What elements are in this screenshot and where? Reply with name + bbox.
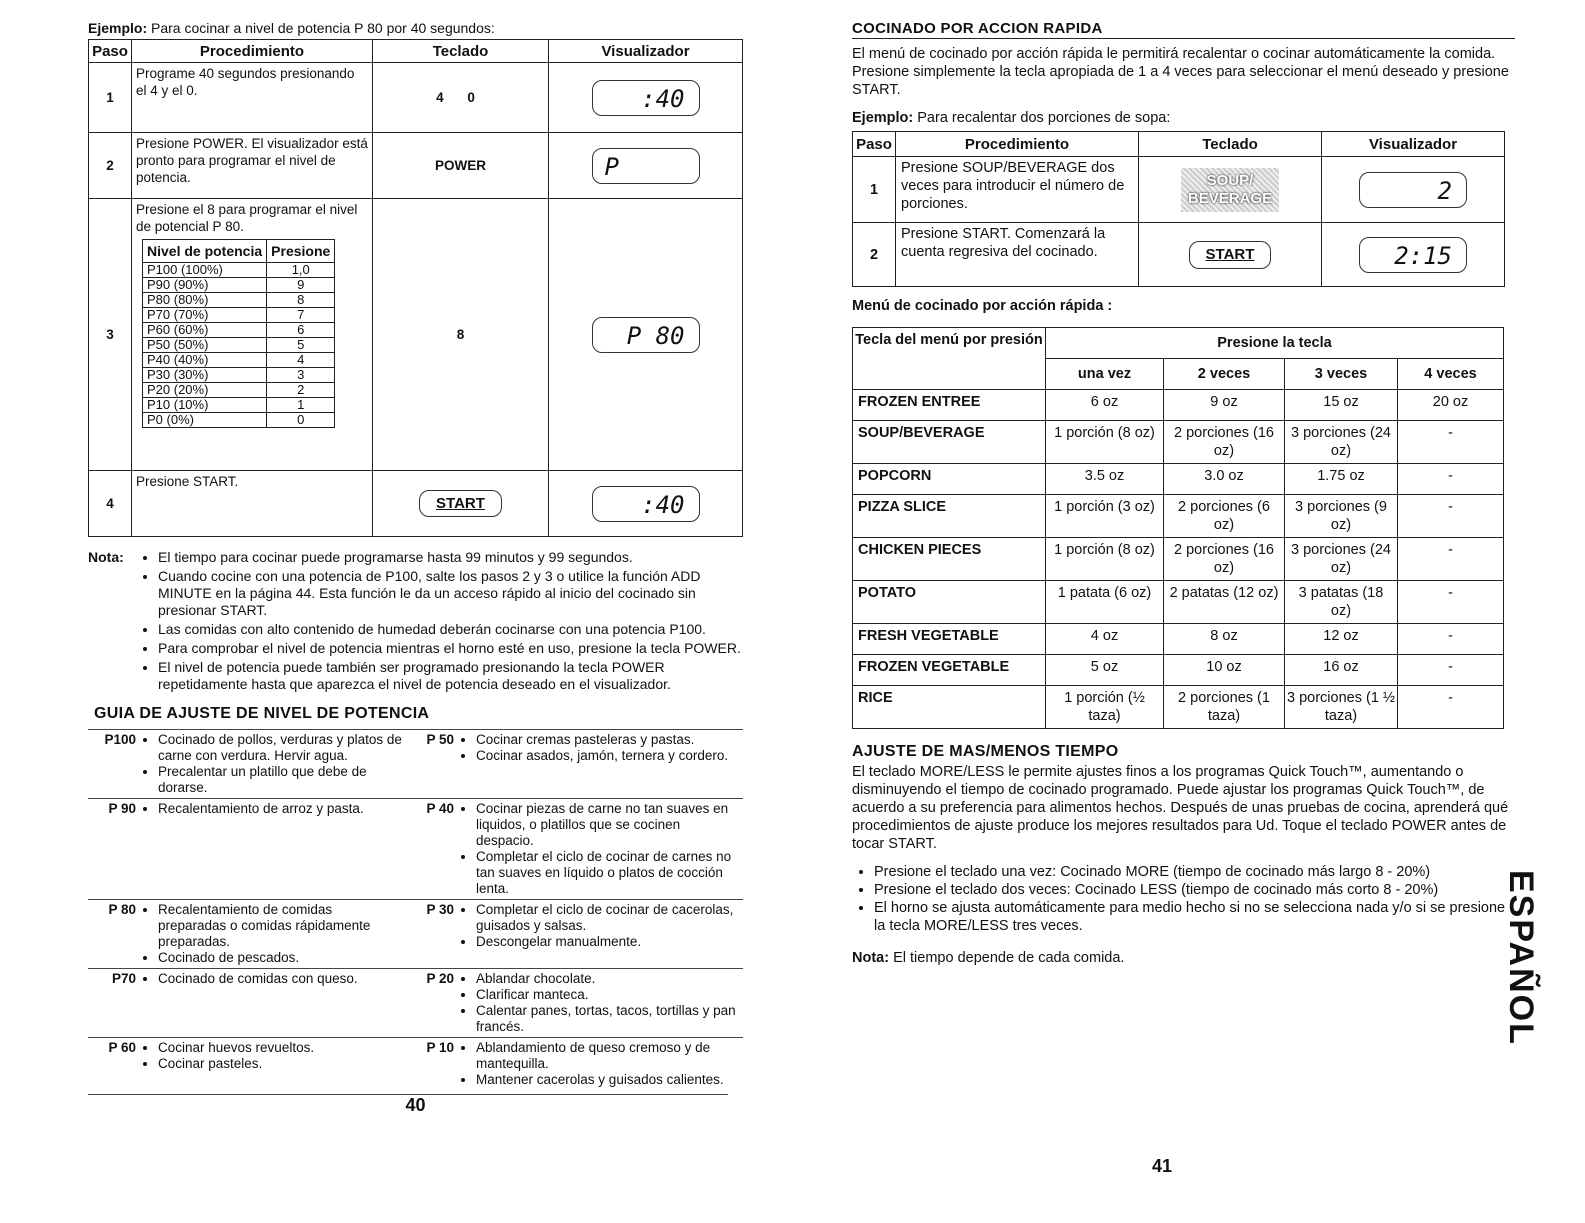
menu-cell: 20 oz: [1398, 390, 1504, 421]
power-level: P60 (60%): [143, 323, 267, 338]
menu-cell: 3 porciones (24 oz): [1285, 538, 1398, 581]
step-number: 1: [853, 157, 896, 223]
example-label: Ejemplo:: [852, 110, 914, 126]
menu-cell: -: [1398, 624, 1504, 655]
menu-cell: 3 patatas (18 oz): [1285, 581, 1398, 624]
step-procedure: Presione SOUP/BEVERAGE dos veces para introducir el número de porciones.: [896, 157, 1139, 223]
table-row: [853, 390, 1504, 421]
table-header-row: [89, 40, 743, 63]
table-row: [853, 464, 1504, 495]
keypad-digit: 8: [373, 199, 549, 471]
menu-cell: 2 porciones (16 oz): [1164, 421, 1285, 464]
press-value: 6: [267, 323, 335, 338]
press-value: 9: [267, 278, 335, 293]
table-row: [143, 308, 335, 323]
power-level: P100 (100%): [143, 263, 267, 278]
power-level: P90 (90%): [143, 278, 267, 293]
table-row: [143, 353, 335, 368]
lcd-display: 2: [1359, 172, 1467, 208]
table-row: [89, 471, 743, 537]
left-page: [88, 0, 743, 1116]
power-steps-table: [88, 39, 743, 537]
guide-cell: [142, 799, 406, 900]
power-level: P70 (70%): [143, 308, 267, 323]
col-header: Teclado: [1139, 132, 1322, 157]
guide-item: • Cocinar piezas de carne no tan suaves en liquidos, o platillos que se cocinen despacio.: [476, 801, 741, 849]
guide-cell: [460, 1038, 743, 1091]
power-level: P40 (40%): [143, 353, 267, 368]
table-header-row: [853, 328, 1504, 359]
power-key: POWER: [373, 133, 549, 199]
guide-title: GUIA DE AJUSTE DE NIVEL DE POTENCIA: [94, 705, 430, 722]
power-level: P50 (50%): [143, 338, 267, 353]
guide-cell: [460, 730, 743, 799]
press-value: 1,0: [267, 263, 335, 278]
quick-menu-table: [852, 327, 1504, 729]
menu-key-name: FRESH VEGETABLE: [853, 624, 1046, 655]
step-number: 3: [89, 199, 132, 471]
display-cell: [549, 63, 743, 133]
table-row: [88, 799, 743, 900]
guide-item: • Completar el ciclo de cocinar de carnes no tan suaves en líquido o platos de cocción lenta.: [476, 849, 741, 897]
display-cell: [1322, 223, 1505, 287]
menu-cell: 3.5 oz: [1046, 464, 1164, 495]
guide-item: • Cocinado de comidas con queso.: [158, 971, 404, 987]
power-code: P 90: [88, 799, 142, 900]
lcd-display: :40: [592, 80, 700, 116]
press-value: 2: [267, 383, 335, 398]
power-code: P100: [88, 730, 142, 799]
menu-key-name: FROZEN VEGETABLE: [853, 655, 1046, 686]
example-text: Para recalentar dos porciones de sopa:: [917, 110, 1171, 126]
start-key: START: [1189, 241, 1272, 269]
table-row: [88, 730, 743, 799]
step-procedure: Presione START. Comenzará la cuenta regresiva del cocinado.: [896, 223, 1139, 287]
power-level-table: [142, 239, 335, 428]
menu-cell: 3 porciones (24 oz): [1285, 421, 1398, 464]
table-header-row: [853, 132, 1505, 157]
adjust-item: • Presione el teclado una vez: Cocinado MORE (tiempo de cocinado más largo 8 - 20%): [874, 863, 1515, 881]
guide-cell: [460, 799, 743, 900]
press-value: 5: [267, 338, 335, 353]
adjust-item: • Presione el teclado dos veces: Cocinado LESS (tiempo de cocinado más corto 8 - 20%): [874, 881, 1515, 899]
col-header: Teclado: [373, 40, 549, 63]
table-row: [853, 538, 1504, 581]
note-item: • El tiempo para cocinar puede programarse hasta 99 minutos y 99 segundos.: [158, 549, 743, 566]
col-header: una vez: [1046, 359, 1164, 390]
power-level: P20 (20%): [143, 383, 267, 398]
power-level: P0 (0%): [143, 413, 267, 428]
display-cell: [1322, 157, 1505, 223]
menu-cell: 3.0 oz: [1164, 464, 1285, 495]
lcd-display: P: [592, 148, 700, 184]
table-header-row: [143, 240, 335, 263]
guide-item: • Ablandamiento de queso cremoso y de mantequilla.: [476, 1040, 741, 1072]
power-code: P 50: [406, 730, 460, 799]
adjust-list: [852, 863, 1515, 935]
table-row: [853, 223, 1505, 287]
keypad-cell: [373, 471, 549, 537]
keypad-cell: [1139, 157, 1322, 223]
note-item: • El nivel de potencia puede también ser programado presionando la tecla POWER repetidamente hasta que aparezca el nivel de potencia deseado en el visualizador.: [158, 659, 743, 693]
menu-key-name: SOUP/BEVERAGE: [853, 421, 1046, 464]
menu-cell: 8 oz: [1164, 624, 1285, 655]
power-level: P10 (10%): [143, 398, 267, 413]
col-header: 4 veces: [1398, 359, 1504, 390]
keypad-cell: [1139, 223, 1322, 287]
soup-beverage-key: SOUP/ BEVERAGE: [1181, 168, 1279, 212]
example-line: [852, 109, 1515, 127]
guide-item: • Completar el ciclo de cocinar de cacerolas, guisados y salsas.: [476, 902, 741, 934]
note-label: Nota:: [88, 549, 124, 565]
example-text: Para cocinar a nivel de potencia P 80 por 40 segundos:: [151, 20, 495, 36]
table-row: [853, 624, 1504, 655]
col-header: Nivel de potencia: [143, 240, 267, 263]
notes-block: [88, 549, 743, 693]
guide-item: • Clarificar manteca.: [476, 987, 741, 1003]
example-line: [88, 20, 743, 36]
note-item: • Cuando cocine con una potencia de P100, salte los pasos 2 y 3 o utilice la función ADD MINUTE en la página 44. Esta función le da un acceso rápido al inicio del cocinado sin presionar START.: [158, 568, 743, 619]
step-procedure: Presione START.: [132, 471, 373, 537]
power-code: P 60: [88, 1038, 142, 1091]
col-header: Presione la tecla: [1046, 328, 1504, 359]
menu-key-name: PIZZA SLICE: [853, 495, 1046, 538]
right-page: [852, 0, 1515, 1176]
menu-cell: 2 porciones (1 taza): [1164, 686, 1285, 729]
display-cell: [549, 133, 743, 199]
keypad-digits: 4 0: [373, 63, 549, 133]
page-number: 41: [1152, 1156, 1173, 1176]
adjust-item: • El horno se ajusta automáticamente para medio hecho si no se selecciona nada y/o si se presione la tecla MORE/LESS tres veces.: [874, 899, 1515, 935]
col-header: 2 veces: [1164, 359, 1285, 390]
menu-cell: 1 porción (½ taza): [1046, 686, 1164, 729]
menu-key-name: FROZEN ENTREE: [853, 390, 1046, 421]
table-row: [143, 413, 335, 428]
note-text: El tiempo depende de cada comida.: [893, 950, 1125, 966]
col-header: Visualizador: [1322, 132, 1505, 157]
guide-item: • Recalentamiento de comidas preparadas o comidas rápidamente preparadas.: [158, 902, 404, 950]
menu-cell: -: [1398, 655, 1504, 686]
menu-cell: 2 patatas (12 oz): [1164, 581, 1285, 624]
step-number: 2: [89, 133, 132, 199]
table-row: [853, 686, 1504, 729]
lcd-display: :40: [592, 486, 700, 522]
table-row: [143, 383, 335, 398]
adjust-title: AJUSTE DE MAS/MENOS TIEMPO: [852, 743, 1119, 760]
guide-item: • Calentar panes, tortas, tacos, tortillas y pan francés.: [476, 1003, 741, 1035]
press-value: 7: [267, 308, 335, 323]
menu-cell: 1 patata (6 oz): [1046, 581, 1164, 624]
example-label: Ejemplo:: [88, 20, 148, 36]
note-label: Nota:: [852, 950, 890, 966]
power-code: P70: [88, 969, 142, 1038]
guide-item: • Cocinado de pollos, verduras y platos de carne con verdura. Hervir agua.: [158, 732, 404, 764]
table-row: [143, 293, 335, 308]
menu-cell: 3 porciones (9 oz): [1285, 495, 1398, 538]
menu-key-name: RICE: [853, 686, 1046, 729]
guide-item: • Mantener cacerolas y guisados calientes.: [476, 1072, 741, 1088]
table-row: [853, 655, 1504, 686]
table-row: [853, 421, 1504, 464]
guide-item: • Cocinar cremas pasteleras y pastas.: [476, 732, 741, 748]
guide-cell: [142, 969, 406, 1038]
menu-title: Menú de cocinado por acción rápida :: [852, 298, 1113, 314]
right-note: [852, 949, 1515, 967]
col-header: Visualizador: [549, 40, 743, 63]
power-level: P80 (80%): [143, 293, 267, 308]
table-row: [143, 338, 335, 353]
menu-cell: 1 porción (3 oz): [1046, 495, 1164, 538]
guide-item: • Cocinar pasteles.: [158, 1056, 404, 1072]
col-header: Presione: [267, 240, 335, 263]
menu-cell: -: [1398, 686, 1504, 729]
menu-cell: 2 porciones (6 oz): [1164, 495, 1285, 538]
lcd-display: P 80: [592, 317, 700, 353]
menu-key-name: CHICKEN PIECES: [853, 538, 1046, 581]
menu-cell: -: [1398, 581, 1504, 624]
step-procedure: Presione el 8 para programar el nivel de potencial P 80.: [136, 202, 358, 234]
guide-item: • Cocinado de pescados.: [158, 950, 404, 966]
menu-cell: -: [1398, 421, 1504, 464]
start-key: START: [419, 490, 502, 517]
adjust-paragraph: El teclado MORE/LESS le permite ajustes finos a los programas Quick Touch™, aumentando o disminuyendo el tiempo de cocinado programado. Puede ajustar los programas Quick Touch™, de acuerdo a su preferencia para alimentos hechos. Después de unas pruebas de cocina, aprenderá qué procedimientos de ajuste produce los mejores resultados para Ud. Toque el teclado POWER antes de tocar START.: [852, 764, 1509, 852]
lcd-display: 2:15: [1359, 237, 1467, 273]
col-header: Procedimiento: [132, 40, 373, 63]
step-number: 1: [89, 63, 132, 133]
menu-cell: 9 oz: [1164, 390, 1285, 421]
table-row: [88, 1038, 743, 1091]
power-code: P 40: [406, 799, 460, 900]
col-header: Tecla del menú por presión: [853, 328, 1046, 390]
power-code: P 10: [406, 1038, 460, 1091]
col-header: Procedimiento: [896, 132, 1139, 157]
note-item: • Las comidas con alto contenido de humedad deberán cocinarse con una potencia P100.: [158, 621, 743, 638]
power-code: P 30: [406, 900, 460, 969]
intro-paragraph: El menú de cocinado por acción rápida le permitirá recalentar o cocinar automáticamente la comida. Presione simplemente la tecla apropiada de 1 a 4 veces para seleccionar el menú deseado y presione START.: [852, 46, 1509, 98]
step-procedure-cell: [132, 199, 373, 471]
table-row: [89, 199, 743, 471]
guide-item: • Precalentar un platillo que debe de dorarse.: [158, 764, 404, 796]
guide-item: • Recalentamiento de arroz y pasta.: [158, 801, 404, 817]
guide-cell: [142, 900, 406, 969]
col-header: Paso: [89, 40, 132, 63]
guide-cell: [460, 900, 743, 969]
display-cell: [549, 471, 743, 537]
menu-cell: 5 oz: [1046, 655, 1164, 686]
table-row: [89, 63, 743, 133]
guide-item: • Descongelar manualmente.: [476, 934, 741, 950]
table-row: [853, 157, 1505, 223]
table-row: [88, 900, 743, 969]
step-number: 2: [853, 223, 896, 287]
col-header: Paso: [853, 132, 896, 157]
menu-cell: 2 porciones (16 oz): [1164, 538, 1285, 581]
guide-item: • Cocinar huevos revueltos.: [158, 1040, 404, 1056]
menu-cell: 1.75 oz: [1285, 464, 1398, 495]
menu-cell: 4 oz: [1046, 624, 1164, 655]
table-row: [89, 133, 743, 199]
menu-cell: 15 oz: [1285, 390, 1398, 421]
guide-item: • Ablandar chocolate.: [476, 971, 741, 987]
col-header: 3 veces: [1285, 359, 1398, 390]
note-item: • Para comprobar el nivel de potencia mientras el horno esté en uso, presione la tecla POWER.: [158, 640, 743, 657]
press-value: 0: [267, 413, 335, 428]
press-value: 1: [267, 398, 335, 413]
soup-steps-table: [852, 131, 1505, 287]
page-number: 40: [405, 1095, 426, 1115]
table-row: [143, 323, 335, 338]
guide-cell: [142, 730, 406, 799]
menu-cell: -: [1398, 538, 1504, 581]
menu-key-name: POPCORN: [853, 464, 1046, 495]
power-code: P 20: [406, 969, 460, 1038]
menu-key-name: POTATO: [853, 581, 1046, 624]
power-guide-table: [88, 729, 743, 1090]
press-value: 3: [267, 368, 335, 383]
guide-cell: [142, 1038, 406, 1091]
menu-cell: -: [1398, 464, 1504, 495]
language-tab-label: ESPAÑOL: [1502, 870, 1540, 1046]
notes-list: [88, 549, 743, 693]
section-title: COCINADO POR ACCION RAPIDA: [852, 20, 1515, 39]
menu-cell: 1 porción (8 oz): [1046, 421, 1164, 464]
menu-cell: -: [1398, 495, 1504, 538]
power-code: P 80: [88, 900, 142, 969]
press-value: 8: [267, 293, 335, 308]
display-cell: [549, 199, 743, 471]
menu-cell: 12 oz: [1285, 624, 1398, 655]
language-tab: [1504, 870, 1544, 1060]
table-row: [143, 398, 335, 413]
step-number: 4: [89, 471, 132, 537]
menu-cell: 3 porciones (1 ½ taza): [1285, 686, 1398, 729]
table-row: [143, 263, 335, 278]
step-procedure: Programe 40 segundos presionando el 4 y el 0.: [132, 63, 373, 133]
table-row: [853, 581, 1504, 624]
table-row: [143, 278, 335, 293]
table-row: [88, 969, 743, 1038]
menu-cell: 10 oz: [1164, 655, 1285, 686]
power-level: P30 (30%): [143, 368, 267, 383]
guide-item: • Cocinar asados, jamón, ternera y cordero.: [476, 748, 741, 764]
menu-cell: 6 oz: [1046, 390, 1164, 421]
menu-cell: 16 oz: [1285, 655, 1398, 686]
menu-cell: 1 porción (8 oz): [1046, 538, 1164, 581]
table-row: [853, 495, 1504, 538]
table-row: [143, 368, 335, 383]
step-procedure: Presione POWER. El visualizador está pronto para programar el nivel de potencia.: [132, 133, 373, 199]
press-value: 4: [267, 353, 335, 368]
guide-cell: [460, 969, 743, 1038]
